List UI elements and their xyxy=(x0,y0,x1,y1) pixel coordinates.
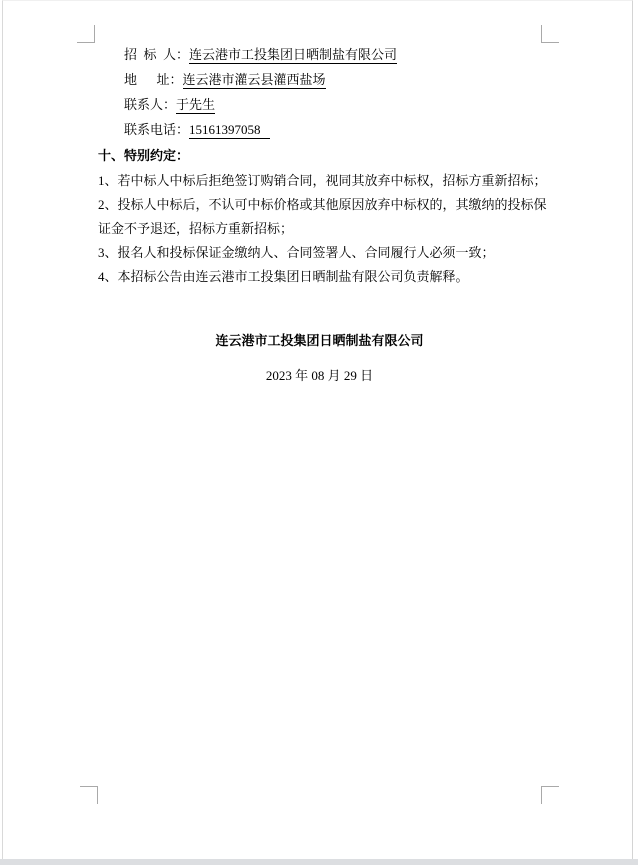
app-background-strip xyxy=(0,859,638,865)
signature-date: 2023 年 08 月 29 日 xyxy=(265,368,374,383)
contact-person-line xyxy=(124,92,584,117)
special-provisions-body xyxy=(98,169,548,289)
phone-line xyxy=(124,117,584,142)
provision-line: 证金不予退还，招标方重新招标； xyxy=(98,221,294,236)
signature-company-name: 连云港市工投集团日晒制盐有限公司 xyxy=(215,333,424,348)
provision-line: 3、报名人和投标保证金缴纳人、合同签署人、合同履行人必须一致； xyxy=(98,245,495,260)
special-provisions-heading: 十、特别约定： xyxy=(98,148,190,163)
contact-info-block xyxy=(124,42,584,142)
margin-mark-bottom-left-icon xyxy=(80,786,98,804)
tenderer-label: 招 标 人： xyxy=(124,47,190,62)
contact-person-label: 联系人： xyxy=(124,97,177,112)
margin-mark-bottom-right-icon xyxy=(541,786,559,804)
provision-line: 2、投标人中标后，不认可中标价格或其他原因放弃中标权的，其缴纳的投标保 xyxy=(98,197,547,212)
address-line xyxy=(124,67,584,92)
phone-label: 联系电话： xyxy=(124,122,190,137)
document-page xyxy=(2,0,633,859)
contact-person-value: 于先生 xyxy=(176,97,216,112)
address-value: 连云港市灌云县灌西盐场 xyxy=(182,72,326,87)
phone-value: 15161397058 xyxy=(189,122,271,137)
tenderer-value: 连云港市工投集团日晒制盐有限公司 xyxy=(189,47,398,62)
address-label: 地 址： xyxy=(124,72,183,87)
margin-mark-top-left-icon xyxy=(77,25,95,43)
provision-line: 1、若中标人中标后拒绝签订购销合同，视同其放弃中标权，招标方重新招标； xyxy=(98,173,547,188)
tenderer-line xyxy=(124,42,584,67)
margin-mark-top-right-icon xyxy=(541,25,559,43)
provision-line: 4、本招标公告由连云港市工投集团日晒制盐有限公司负责解释。 xyxy=(98,269,469,284)
